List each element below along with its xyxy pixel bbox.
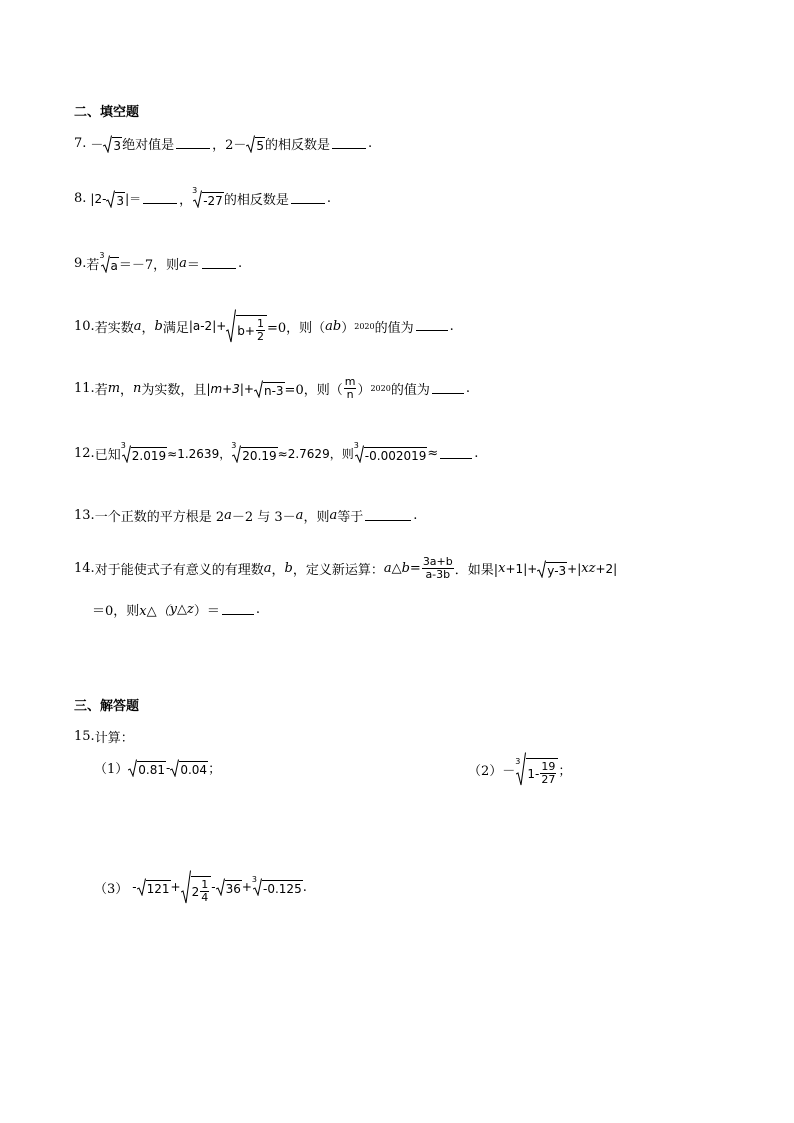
question-number: 13. (74, 508, 95, 523)
question-15 (74, 727, 134, 746)
fraction: $\frac{m}{n}$ (344, 375, 356, 401)
question-9: 9. 若 3 a ＝－7，则 a ＝ . (74, 251, 243, 273)
question-15-part-3: （3） - 121 + 2 $\frac{1}{4}$ - 36 + 3 -0.125 . (94, 870, 307, 904)
root-index: 3 (251, 874, 258, 884)
question-text: 的相反数是 (265, 138, 331, 153)
cube-root: 2.019 (122, 445, 167, 463)
abs-expression: |a-2|+ (188, 319, 227, 333)
question-text: =0，则（ (284, 383, 343, 398)
answer-blank (365, 519, 411, 521)
cube-root: -27 (193, 190, 224, 208)
question-number: 10. (74, 318, 95, 334)
question-14-continued: ＝0，则 x△（ y△z ）＝ . (92, 602, 260, 619)
section-heading-solve (74, 695, 139, 714)
square-root: 121 (137, 878, 171, 896)
question-number: 8. (74, 191, 87, 206)
answer-blank (143, 202, 177, 204)
square-root: b+ $\frac{1}{2}$ (226, 309, 267, 343)
root-index: 3 (231, 441, 237, 450)
square-root: 0.81 (128, 759, 166, 777)
question-text: =0，则（ (266, 320, 326, 336)
question-number: 9. (74, 256, 87, 271)
fraction: $\frac{1}{4}$ (201, 878, 209, 904)
root-index: 3 (99, 251, 105, 260)
answer-blank (202, 267, 236, 269)
question-text: 若 (86, 258, 100, 273)
answer-blank (440, 457, 472, 459)
abs-open: |2- (90, 191, 107, 206)
root-index: 3 (515, 756, 521, 766)
fraction: $\frac{3a+b}{a-3b}$ (422, 555, 453, 581)
cube-root: -0.002019 (355, 445, 428, 463)
square-root: 36 (216, 878, 242, 896)
answer-blank (291, 202, 325, 204)
cube-root: 20.19 (232, 445, 277, 463)
question-number: 7. (74, 136, 87, 151)
section-heading-fill-in (74, 101, 139, 120)
square-root: 0.04 (170, 759, 208, 777)
question-text: 已知 (94, 448, 121, 463)
question-text: 的相反数是 (223, 193, 289, 208)
question-text: ＝－7，则 (118, 258, 180, 273)
abs-expression: |m+3|+ (206, 381, 254, 396)
question-11: 11. 若 m ， n 为实数，且 |m+3|+ n-3 =0，则（ $\frac{m}{n}$ ） 2020 的值为 . (74, 375, 470, 401)
part-label: （1） (94, 762, 129, 777)
section-title: 二、填空题 (74, 105, 140, 120)
cube-root: a (101, 255, 119, 273)
question-number: 12. (74, 446, 95, 461)
square-root: 3 (103, 135, 122, 153)
root-index: 3 (120, 441, 126, 450)
square-root: n-3 (254, 380, 285, 398)
section-title: 三、解答题 (74, 699, 140, 714)
question-text: ，2－ (212, 138, 247, 153)
question-number: 14. (74, 561, 95, 576)
answer-blank (332, 147, 366, 149)
operation: a△b (383, 561, 410, 576)
question-text: 一个正数的平方根是 2 (94, 510, 225, 525)
answer-blank (176, 147, 210, 149)
answer-blank (432, 392, 464, 394)
question-15-part-2: （2） － 3 1- $\frac{19}{27}$ ； (468, 752, 571, 786)
question-number: 11. (74, 381, 95, 396)
fraction: $\frac{1}{2}$ (256, 317, 264, 343)
square-root: 5 (246, 135, 265, 153)
part-label: （3） (94, 881, 129, 897)
root-index: 3 (192, 186, 198, 195)
answer-blank (416, 329, 448, 331)
question-12: 12. 已知 3 2.019 ≈1.2639， 3 20.19 ≈2.7629，则 3 -0.002019 ≈ . (74, 441, 479, 463)
question-text: 绝对值是 (122, 138, 175, 153)
cube-root: 1- $\frac{19}{27}$ (516, 752, 558, 786)
part-label: （2） (468, 763, 503, 779)
exponent: 2020 (370, 384, 391, 393)
question-text: 若实数 (94, 320, 134, 336)
minus-sign: － (90, 138, 104, 153)
exponent: 2020 (354, 321, 375, 331)
question-8: 8. |2- 3 |＝ ， 3 -27 的相反数是 . (74, 186, 331, 208)
question-text: 若 (94, 383, 108, 398)
abs-close: |＝ (125, 192, 142, 206)
root-index: 3 (353, 441, 359, 450)
square-root: y-3 (537, 560, 567, 578)
question-10: 10. 若实数 a ， b 满足 |a-2|+ b+ $\frac{1}{2}$ =0，则（ ab ） 2020 的值为 . (74, 309, 454, 343)
cube-root: -0.125 (253, 878, 303, 896)
question-13: 13. 一个正数的平方根是 2 a －2 与 3－ a ，则 a 等于 . (74, 508, 418, 525)
question-text: 计算： (94, 731, 134, 746)
question-7: 7. － 3 绝对值是 ，2－ 5 的相反数是 . (74, 136, 373, 153)
question-14: 14. 对于能使式子有意义的有理数 a ， b ，定义新运算： a△b = $\frac{3a+b}{a-3b}$ ．如果| x +1|+ y-3 +| xz +2| (74, 555, 618, 581)
question-text: 对于能使式子有意义的有理数 (94, 563, 264, 578)
square-root: 3 (106, 190, 125, 208)
square-root: 2 $\frac{1}{4}$ (181, 870, 212, 904)
question-number: 15. (74, 729, 95, 744)
variable: a (179, 256, 187, 271)
fraction: $\frac{19}{27}$ (541, 760, 556, 786)
answer-blank (222, 613, 254, 615)
question-15-part-1: （1） 0.81 - 0.04 ； (94, 758, 221, 777)
